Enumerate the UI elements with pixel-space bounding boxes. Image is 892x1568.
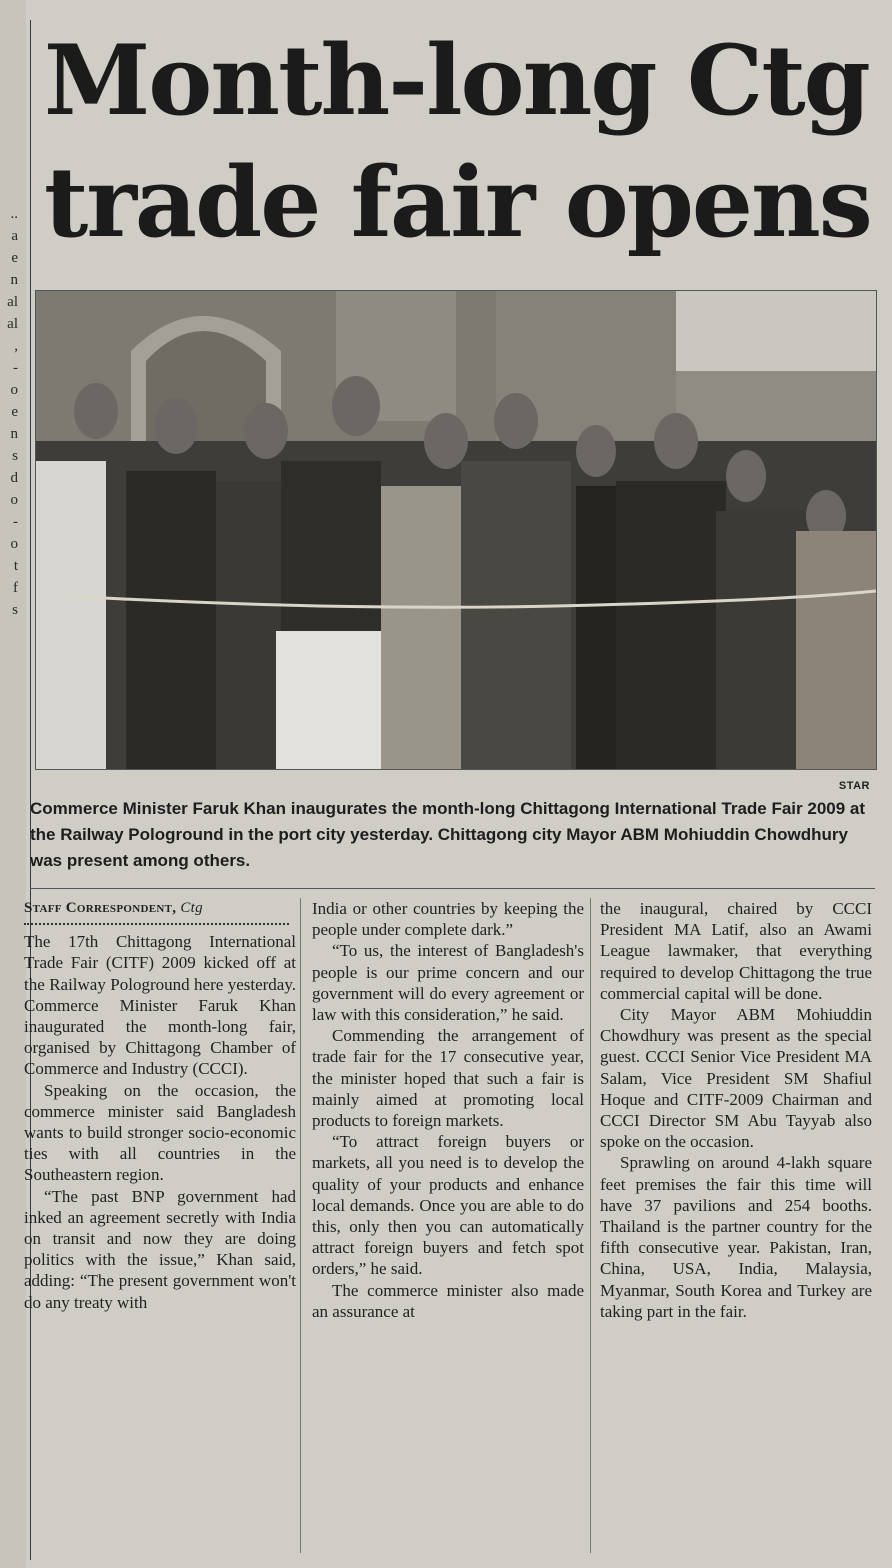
margin-fragment: , [14, 338, 18, 354]
article-paragraph: City Mayor ABM Mohiuddin Chowdhury was present as the special guest. CCCI Senior Vice President MA Salam, Vice President SM Shafiul Hoque and CITF-2009 Chairman and CCCI Director SM Abu Tayyab also spoke on the occasion. [600, 1005, 872, 1152]
ribbon-cutting-photo [36, 291, 876, 769]
article-paragraph: India or other countries by keeping the people under complete dark.” [312, 899, 584, 940]
margin-fragment: e [11, 250, 18, 266]
margin-fragment: .. [10, 206, 18, 222]
article-column-1 [24, 898, 296, 1313]
article-paragraph: the inaugural, chaired by CCCI President MA Latif, also an Awami League lawmaker, that everything required to develop Chittagong the true commercial capital will be done. [600, 899, 872, 1003]
article-column-2 [312, 898, 584, 1322]
margin-fragment: o [10, 492, 18, 508]
article-paragraph: The commerce minister also made an assurance at [312, 1280, 584, 1321]
caption-divider [30, 888, 875, 889]
article-paragraph: “The past BNP government had inked an agreement secretly with India on transit and now they are doing politics with the issue,” Khan said, adding: “The present government won't do any treaty with [24, 1186, 296, 1312]
photo-caption: Commerce Minister Faruk Khan inaugurates the month-long Chittagong International Trade Fair 2009 at the Railway Pologround in the port city yesterday. Chittagong city Mayor ABM Mohiuddin Chowdhury was present among others. [30, 799, 866, 870]
margin-fragment: f [13, 580, 18, 596]
margin-fragment: n [10, 272, 18, 288]
margin-fragment: e [11, 404, 18, 420]
news-photo [35, 290, 877, 770]
margin-fragment: s [12, 602, 18, 618]
adjacent-column-fragment [0, 0, 26, 1568]
byline-rule [24, 923, 289, 925]
margin-fragment: n [10, 426, 18, 442]
article-paragraph: Commending the arrangement of trade fair for the 17 consecutive year, the minister hoped that such a fair is mainly aimed at promoting local products to foreign markets. [312, 1026, 584, 1131]
margin-fragment: al [7, 294, 18, 310]
article-paragraph: Sprawling on around 4-lakh square feet premises the fair this time will have 37 pavilions and 254 booths. Thailand is the partner country for the fifth consecutive year. Pakistan, Iran, China, USA, India, Malaysia, Myanmar, South Korea and Turkey are taking part in the fair. [600, 1153, 872, 1321]
margin-fragment: - [13, 514, 18, 530]
article-paragraph: Speaking on the occasion, the commerce minister said Bangladesh wants to build stronger socio-economic ties with all countries in the Southeastern region. [24, 1080, 296, 1185]
margin-fragment: al [7, 316, 18, 332]
article-paragraph: “To attract foreign buyers or markets, all you need is to develop the quality of your products and enhance local demands. Once you are able to do this, only then you can automatically attract foreign buyers and fetch spot orders,” he said. [312, 1132, 584, 1279]
margin-fragment: d [10, 470, 18, 486]
article-paragraph: The 17th Chittagong International Trade Fair (CITF) 2009 kicked off at the Railway Pologround here yesterday. Commerce Minister Faruk Khan inaugurated the month-long fair, organised by Chittagong Chamber of Commerce and Industry (CCCI). [24, 932, 296, 1079]
column-rule [30, 20, 31, 1560]
photo-credit: STAR [838, 780, 870, 792]
margin-fragment: s [12, 448, 18, 464]
headline-line-1: Month-long Ctg [44, 24, 869, 137]
article-column-3 [600, 898, 872, 1322]
column-divider [590, 898, 591, 1553]
article-paragraph: “To us, the interest of Bangladesh's people is our prime concern and our government will do every agreement or law with this consideration,” he said. [312, 941, 584, 1025]
margin-fragment: o [10, 536, 18, 552]
byline [24, 898, 296, 919]
column-divider [300, 898, 301, 1553]
byline-name: Staff Correspondent, [24, 900, 177, 916]
byline-location: Ctg [180, 900, 203, 916]
headline [44, 20, 874, 264]
margin-fragment: a [11, 228, 18, 244]
margin-fragment: - [13, 360, 18, 376]
margin-fragment: o [10, 382, 18, 398]
headline-line-2: trade fair opens [44, 146, 871, 259]
margin-fragment: t [13, 558, 18, 574]
